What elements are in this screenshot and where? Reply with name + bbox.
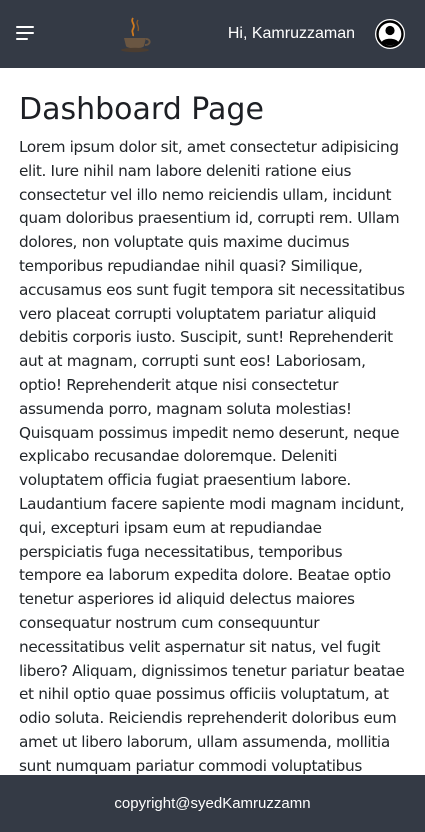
top-navbar [0,0,425,68]
coffee-cup-icon[interactable] [118,14,154,54]
lorem-paragraph: Lorem ipsum dolor sit, amet consectetur adipisicing elit. Iure nihil nam labore deleniti ratione eius consectetur vel illo nemo reiciendis ullam, incidunt quam doloribus praesentium id, corrupti rem. Ullam dolores, non voluptate quis maxime ducimus temporibus repudiandae nihil quasi? Similique, accusamus eos sunt fugit tempora sit necessitatibus vero placeat corrupti voluptatem pariatur aliquid debitis corporis iusto. Suscipit, sunt! Reprehenderit aut at magnam, corrupti sunt eos! Laboriosam, optio! Reprehenderit atque nisi consectetur assumenda porro, magnam soluta molestias! Quisquam possimus impedit nemo deserunt, neque explicabo recusandae doloremque. Deleniti voluptatem officia fugiat praesentium labore. Laudantium facere sapiente modi magnam incidunt, qui, excepturi ipsam eum at repudiandae perspiciatis fuga necessitatibus, temporibus tempore ea laborum expedita dolore. Beatae optio tenetur asperiores id aliquid delectus maiores consequatur nostrum cum consequuntur necessitatibus velit aspernatur sit natus, vel fugit libero? Aliquam, dignissimos tenetur pariatur beatae et nihil optio quae possimus officiis voluptatum, at odio soluta. Reiciendis reprehenderit doloribus eum amet ut libero laborum, ullam assumenda, mollitia sunt numquam pariatur commodi voluptatibus [19,138,405,775]
hamburger-menu-icon[interactable] [16,24,38,44]
page-title: Dashboard Page [19,92,264,127]
user-circle-icon[interactable] [374,18,406,50]
user-greeting: Hi, Kamruzzaman [227,25,355,42]
footer [0,775,425,832]
copyright-text: copyright@syedKamruzzamn [114,795,311,812]
main-content [0,68,425,775]
